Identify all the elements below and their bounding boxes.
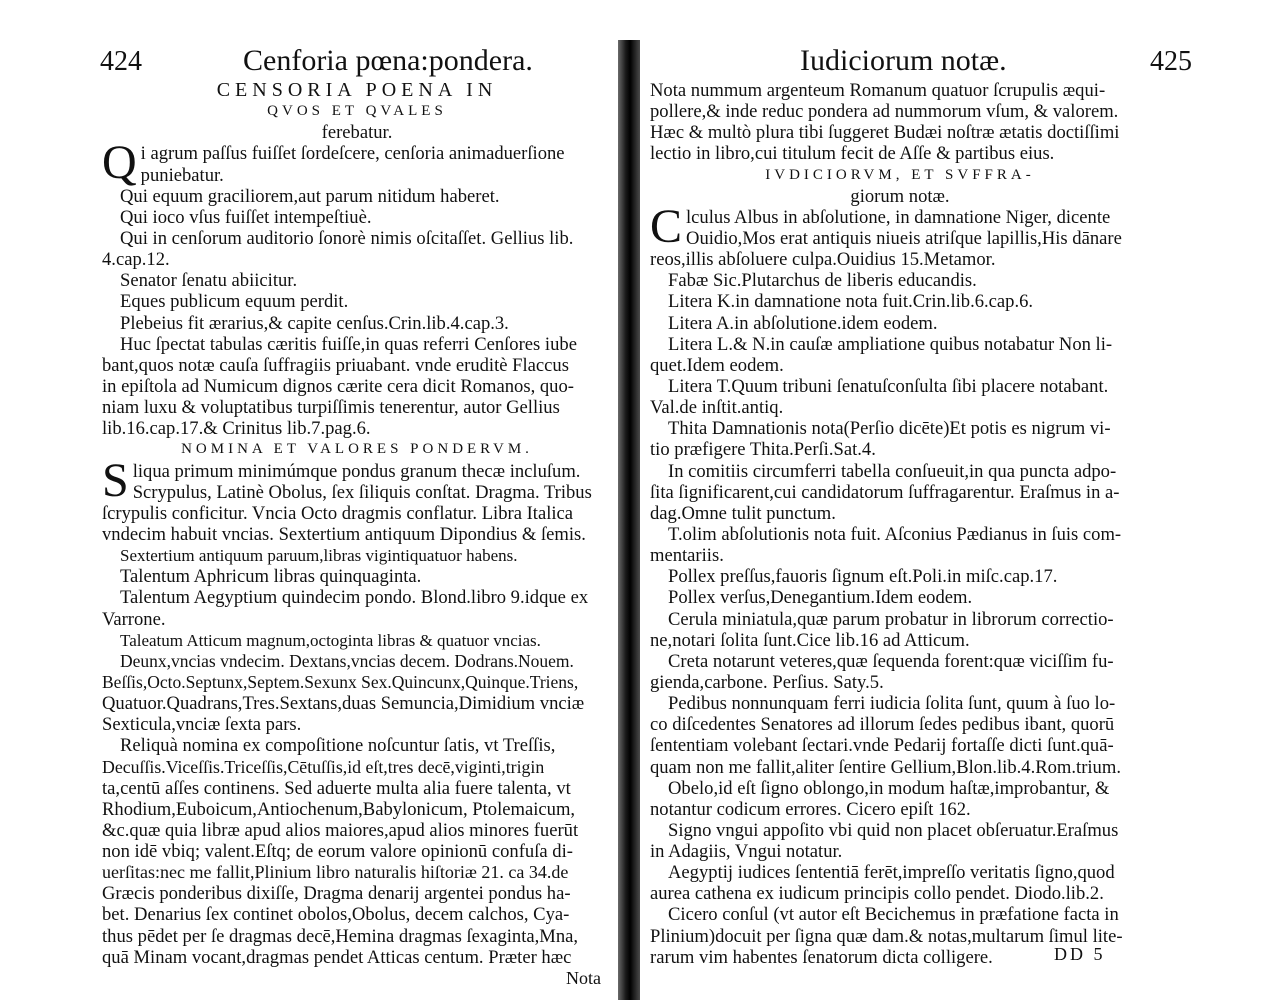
text-line: Græcis ponderibus dixiſſe, Dragma denarij argentei pondus ha-: [102, 883, 571, 905]
text-line: Plinium)docuit per ſigna quæ dam.& notas,multarum ſimul lite-: [650, 925, 1123, 947]
text-line: Plebeius fit ærarius,& capite cenſus.Crin.lib.4.cap.3.: [120, 312, 509, 334]
section-subheading: QVOS ET QVALES: [267, 103, 447, 120]
left-page-number: 424: [100, 46, 142, 77]
text-line: niam luxu & voluptatibus turpiſſimis tenerentur, autor Gellius: [102, 397, 560, 419]
book-gutter: [618, 40, 640, 1000]
text-line: Pollex verſus,Denegantium.Idem eodem.: [668, 587, 973, 609]
text-line: in Adagiis, Vngui notatur.: [650, 841, 843, 863]
text-line: Litera T.Quum tribuni ſenatuſconſulta ſibi placere notabant.: [668, 375, 1109, 397]
text-line: mentariis.: [650, 545, 724, 567]
text-line: quet.Idem eodem.: [650, 354, 784, 376]
text-line: T.olim abſolutionis nota fuit. Aſconius Pædianus in ſuis com-: [668, 523, 1122, 545]
text-line: uerſitas:nec me fallit,Plinium libro naturalis hiſtoriæ 21. ca 34.de: [102, 862, 569, 883]
text-line: Val.de inſtit.antiq.: [650, 397, 784, 419]
text-line: Scrypulus, Latinè Obolus, ſex ſiliquis conſtat. Dragma. Tribus: [132, 481, 592, 503]
text-line: Creta notarunt veteres,quæ ſequenda forent:quæ viciſſim fu-: [668, 650, 1114, 672]
text-line: &c.quæ quia libræ apud alios maiores,apud alios minores fuerūt: [102, 819, 579, 841]
section-subheading: ferebatur.: [321, 122, 393, 144]
text-line: co diſcedentes Senatores ad illorum ſedes pedibus ibant, quorū: [650, 714, 1115, 736]
text-line: Fabæ Sic.Plutarchus de liberis educandis.: [668, 270, 977, 292]
text-line: ſita ſignificarent,cui candidatorum ſuffragarentur. Eraſmus in a-: [650, 481, 1120, 503]
text-line: quā Minam vocant,dragmas pendet Atticas centum. Præter hæc: [102, 946, 572, 968]
text-line: Signo vngui appoſito vbi quid non placet obſeruatur.Eraſmus: [668, 819, 1119, 841]
text-line: Obelo,id eſt ſigno oblongo,in modum haſtæ,improbantur, &: [668, 777, 1110, 799]
text-line: Beſſis,Octo.Septunx,Septem.Sexunx Sex.Quincunx,Quinque.Triens,: [102, 671, 579, 692]
right-running-head: Iudiciorum notæ.: [800, 44, 1007, 77]
text-line: Reliquà nomina ex compoſitione noſcuntur ſatis, vt Treſſis,: [120, 735, 556, 757]
left-text-block: [102, 80, 612, 968]
section-heading: IVDICIORVM, ET SVFFRA-: [765, 166, 1035, 183]
text-line: thus pēdet per ſe dragmas decē,Hemina dragmas ſexaginta,Mna,: [102, 925, 579, 947]
text-line: reos,illis abſoluere culpa.Ouidius 15.Metamor.: [650, 249, 996, 271]
text-line: Varrone.: [102, 608, 166, 630]
catchword: Nota: [566, 968, 601, 988]
right-page-number: 425: [1150, 46, 1192, 77]
text-line: in epiſtola ad Numicum dignos cærite cera dicit Romanos, quo-: [102, 375, 574, 397]
right-page: [640, 0, 1285, 1000]
text-line: vndecim habuit vncias. Sextertium antiquum Dipondius & ſemis.: [102, 523, 586, 545]
text-line: Aegyptij iudices ſententiā ferēt,impreſſo veritatis ſigno,quod: [668, 862, 1115, 884]
text-line: puniebatur.: [140, 164, 224, 186]
text-line: Sextertium antiquum paruum,libras vigintiquatuor habens.: [120, 546, 518, 566]
text-line: aurea cathena ex iudicum principis collo pendet. Diodo.lib.2.: [650, 883, 1104, 905]
text-line: gienda,carbone. Perſius. Saty.5.: [650, 671, 884, 693]
text-line: Pollex preſſus,fauoris ſignum eſt.Poli.in miſc.cap.17.: [668, 566, 1058, 588]
text-line: ne,notari ſolita ſunt.Cice lib.16 ad Atticum.: [650, 629, 970, 651]
drop-cap: C: [650, 199, 683, 253]
drop-cap: Q: [102, 136, 137, 190]
text-line: Qui equum graciliorem,aut parum nitidum haberet.: [120, 185, 500, 207]
text-line: bant,quos notæ cauſa ſuffragiis priuabant. vnde eruditè Flaccus: [102, 354, 569, 376]
text-line: Qui ioco vſus fuiſſet intempeſtiuè.: [120, 206, 372, 228]
text-line: dag.Omne tulit punctum.: [650, 502, 836, 524]
text-line: quam non me fallit,aliter ſentire Gellium,Blon.lib.4.Rom.trium.: [650, 756, 1121, 778]
left-running-head: Cenforia pœna:pondera.: [243, 44, 533, 77]
text-line: Ouidio,Mos erat antiquis niueis atriſque lapillis,His dānare: [686, 227, 1122, 249]
text-line: pollere,& inde reduc pondera ad nummorum vſum, & valorem.: [650, 101, 1119, 123]
text-line: 4.cap.12.: [102, 249, 170, 271]
text-line: Qui in cenſorum auditorio ſonorè nimis oſcitaſſet. Gellius lib.: [120, 227, 574, 249]
text-line: Rhodium,Euboicum,Antiochenum,Babylonicum, Ptolemaicum,: [102, 798, 576, 820]
text-line: tio præfigere Thita.Perſi.Sat.4.: [650, 439, 876, 461]
right-text-block: [650, 80, 1150, 968]
text-line: bet. Denarius ſex continet obolos,Obolus, decem calchos, Cya-: [102, 904, 570, 926]
text-line: Thita Damnationis nota(Perſio dicēte)Et potis es nigrum vi-: [668, 418, 1111, 440]
text-line: non idē vbiq; valent.Eſtq; de eorum valore opinionū confuſa di-: [102, 841, 573, 863]
text-line: Senator ſenatu abiicitur.: [120, 270, 298, 292]
text-line: lib.16.cap.17.& Crinitus lib.7.pag.6.: [102, 418, 371, 440]
text-line: Qi agrum paſſus fuiſſet ſordeſcere, cenſoria animaduerſione: [102, 136, 565, 190]
text-line: Decuſſis.Viceſſis.Triceſſis,Cētuſſis,id eſt,tres decē,viginti,trigin: [102, 756, 545, 777]
text-line: Nota nummum argenteum Romanum quatuor ſcrupulis æqui-: [650, 80, 1106, 101]
text-line: Eques publicum equum perdit.: [120, 291, 349, 313]
text-line: notantur codicum errores. Cicero epiſt 162.: [650, 798, 971, 820]
text-line: Sliqua primum minimúmque pondus granum thecæ incluſum.: [102, 453, 581, 507]
text-line: In comitiis circumferri tabella conſueuit,in qua puncta adpo-: [668, 460, 1117, 482]
text-line: rarum vim habentes ſenatorum dicta colligere.: [650, 946, 993, 968]
text-line: ta,centū aſſes continens. Sed aduerte multa alia fuere talenta, vt: [102, 777, 571, 799]
text-line: Talentum Aegyptium quindecim pondo. Blond.libro 9.idque ex: [120, 587, 589, 609]
text-line: Deunx,vncias vndecim. Dextans,vncias decem. Dodrans.Nouem.: [120, 650, 574, 671]
text-line: Clculus Albus in abſolutione, in damnatione Niger, dicente: [650, 199, 1111, 253]
text-line: Sexticula,vnciæ ſexta pars.: [102, 714, 302, 736]
section-heading: CENSORIA POENA IN: [216, 79, 498, 101]
text-line: Litera K.in damnatione nota fuit.Crin.lib.6.cap.6.: [668, 291, 1034, 313]
section-heading: NOMINA ET VALORES PONDERVM.: [181, 441, 533, 458]
text-line: Quatuor.Quadrans,Tres.Sextans,duas Semuncia,Dimidium vnciæ: [102, 693, 585, 715]
text-line: Taleatum Atticum magnum,octoginta libras & quatuor vncias.: [120, 630, 541, 650]
text-line: Cerula miniatula,quæ parum probatur in librorum correctio-: [668, 608, 1114, 630]
section-subheading: giorum notæ.: [850, 185, 950, 207]
drop-cap: S: [102, 453, 129, 507]
text-line: Cicero conſul (vt autor eſt Becichemus in præfatione facta in: [668, 904, 1119, 926]
text-line: Pedibus nonnunquam ferri iudicia ſolita ſunt, quum à ſuo lo-: [668, 693, 1116, 715]
text-line: ſententiam volebant ſectari.vnde Pedarij fortaſſe dicti ſunt.quā-: [650, 735, 1114, 757]
text-line: ſcrypulis conficitur. Vncia Octo dragmis conflatur. Libra Italica: [102, 502, 574, 524]
text-line: Litera A.in abſolutione.idem eodem.: [668, 312, 938, 334]
text-line: lectio in libro,cui titulum fecit de Aſſe & partibus eius.: [650, 143, 1055, 165]
text-line: Huc ſpectat tabulas cæritis fuiſſe,in quas referri Cenſores iube: [120, 333, 577, 355]
left-page: [0, 0, 618, 1000]
text-line: Hæc & multò plura tibi ſuggeret Budæi noſtræ ætatis doctiſſimi: [650, 122, 1120, 144]
signature-mark: DD 5: [1054, 944, 1106, 964]
text-line: Talentum Aphricum libras quinquaginta.: [120, 566, 422, 588]
text-line: Litera L.& N.in cauſæ ampliatione quibus notabatur Non li-: [668, 333, 1113, 355]
